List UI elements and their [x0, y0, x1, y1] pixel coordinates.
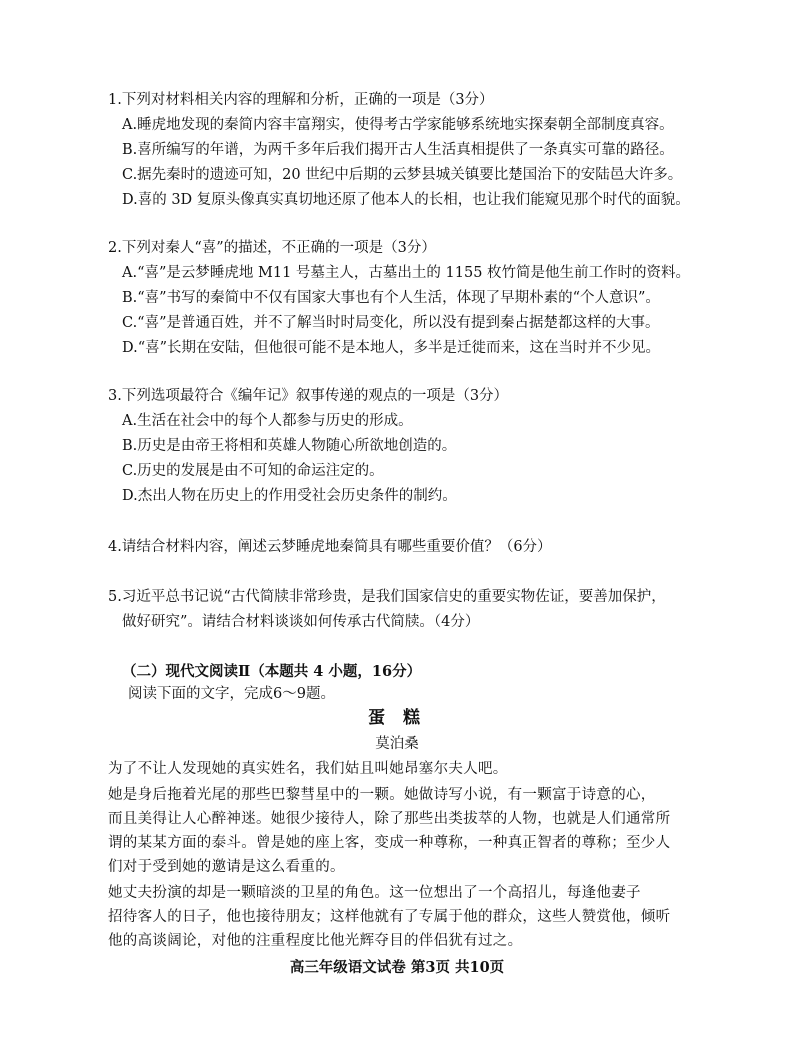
- question-2-option-a: A.“喜”是云梦睡虎地 M11 号墓主人，古墓出土的 1155 枚竹简是他生前工作时的资料。: [122, 265, 691, 281]
- question-5-continuation: 做好研究”。请结合材料谈谈如何传承古代简牍。（4分）: [122, 614, 480, 630]
- question-3-option-c: C.历史的发展是由不可知的命运注定的。: [122, 463, 384, 479]
- passage-line-6: 她丈夫扮演的却是一颗暗淡的卫星的角色。这一位想出了一个高招儿，每逢他妻子: [108, 885, 641, 901]
- question-3-option-d: D.杰出人物在历史上的作用受社会历史条件的制约。: [122, 488, 457, 504]
- passage-line-4: 谓的某某方面的泰斗。曾是她的座上客，变成一种尊称，一种真正智者的尊称；至少人: [108, 835, 671, 851]
- section-instruction: 阅读下面的文字，完成6～9题。: [128, 686, 335, 702]
- passage-line-1: 为了不让人发现她的真实姓名，我们姑且叫她昂塞尔夫人吧。: [108, 761, 508, 777]
- question-3-stem: 3.下列选项最符合《编年记》叙事传递的观点的一项是（3分）: [108, 388, 509, 404]
- passage-line-5: 们对于受到她的邀请是这么看重的。: [108, 859, 345, 875]
- question-4-stem: 4.请结合材料内容，阐述云梦睡虎地秦简具有哪些重要价值？（6分）: [108, 539, 552, 555]
- passage-line-2: 她是身后拖着光尾的那些巴黎彗星中的一颗。她做诗写小说，有一颗富于诗意的心，: [108, 787, 656, 803]
- question-2-option-c: C.“喜”是普通百姓，并不了解当时时局变化，所以没有提到秦占据楚都这样的大事。: [122, 315, 660, 331]
- question-1-option-a: A.睡虎地发现的秦简内容丰富翔实，使得考古学家能够系统地实探秦朝全部制度真容。: [122, 117, 674, 133]
- question-1-stem: 1.下列对材料相关内容的理解和分析，正确的一项是（3分）: [108, 92, 494, 108]
- passage-title: 蛋 糕: [368, 708, 426, 728]
- question-2-option-b: B.“喜”书写的秦简中不仅有国家大事也有个人生活，体现了早期朴素的“个人意识”。: [122, 290, 660, 306]
- passage-author: 莫泊桑: [375, 736, 419, 752]
- passage-line-3: 而且美得让人心醉神迷。她很少接待人，除了那些出类拔萃的人物，也就是人们通常所: [108, 811, 671, 827]
- question-1-option-b: B.喜所编写的年谱，为两千多年后我们揭开古人生活真相提供了一条真实可靠的路径。: [122, 142, 674, 158]
- question-3-option-b: B.历史是由帝王将相和英雄人物随心所欲地创造的。: [122, 438, 457, 454]
- page-footer: 高三年级语文试卷 第3页 共10页: [289, 959, 505, 976]
- question-2-stem: 2.下列对秦人“喜”的描述，不正确的一项是（3分）: [108, 240, 436, 256]
- question-1-option-c: C.据先秦时的遗迹可知，20 世纪中后期的云梦县城关镇要比楚国治下的安陆邑大许多。: [122, 167, 683, 183]
- question-1-option-d: D.喜的 3D 复原头像真实真切地还原了他本人的长相，也让我们能窥见那个时代的面貌。: [122, 192, 690, 208]
- question-2-option-d: D.“喜”长期在安陆，但他很可能不是本地人，多半是迁徙而来，这在当时并不少见。: [122, 340, 661, 356]
- question-5-stem: 5.习近平总书记说“古代简牍非常珍贵，是我们国家信史的重要实物佐证，要善加保护，: [108, 589, 666, 605]
- question-3-option-a: A.生活在社会中的每个人都参与历史的形成。: [122, 413, 413, 429]
- passage-line-7: 招待客人的日子，他也接待朋友；这样他就有了专属于他的群众，这些人赞赏他，倾听: [108, 909, 671, 925]
- passage-line-8: 他的高谈阔论，对他的注重程度比他光辉夺目的伴侣犹有过之。: [108, 933, 523, 949]
- section-heading: （二）现代文阅读Ⅱ（本题共 4 小题，16分）: [122, 663, 422, 680]
